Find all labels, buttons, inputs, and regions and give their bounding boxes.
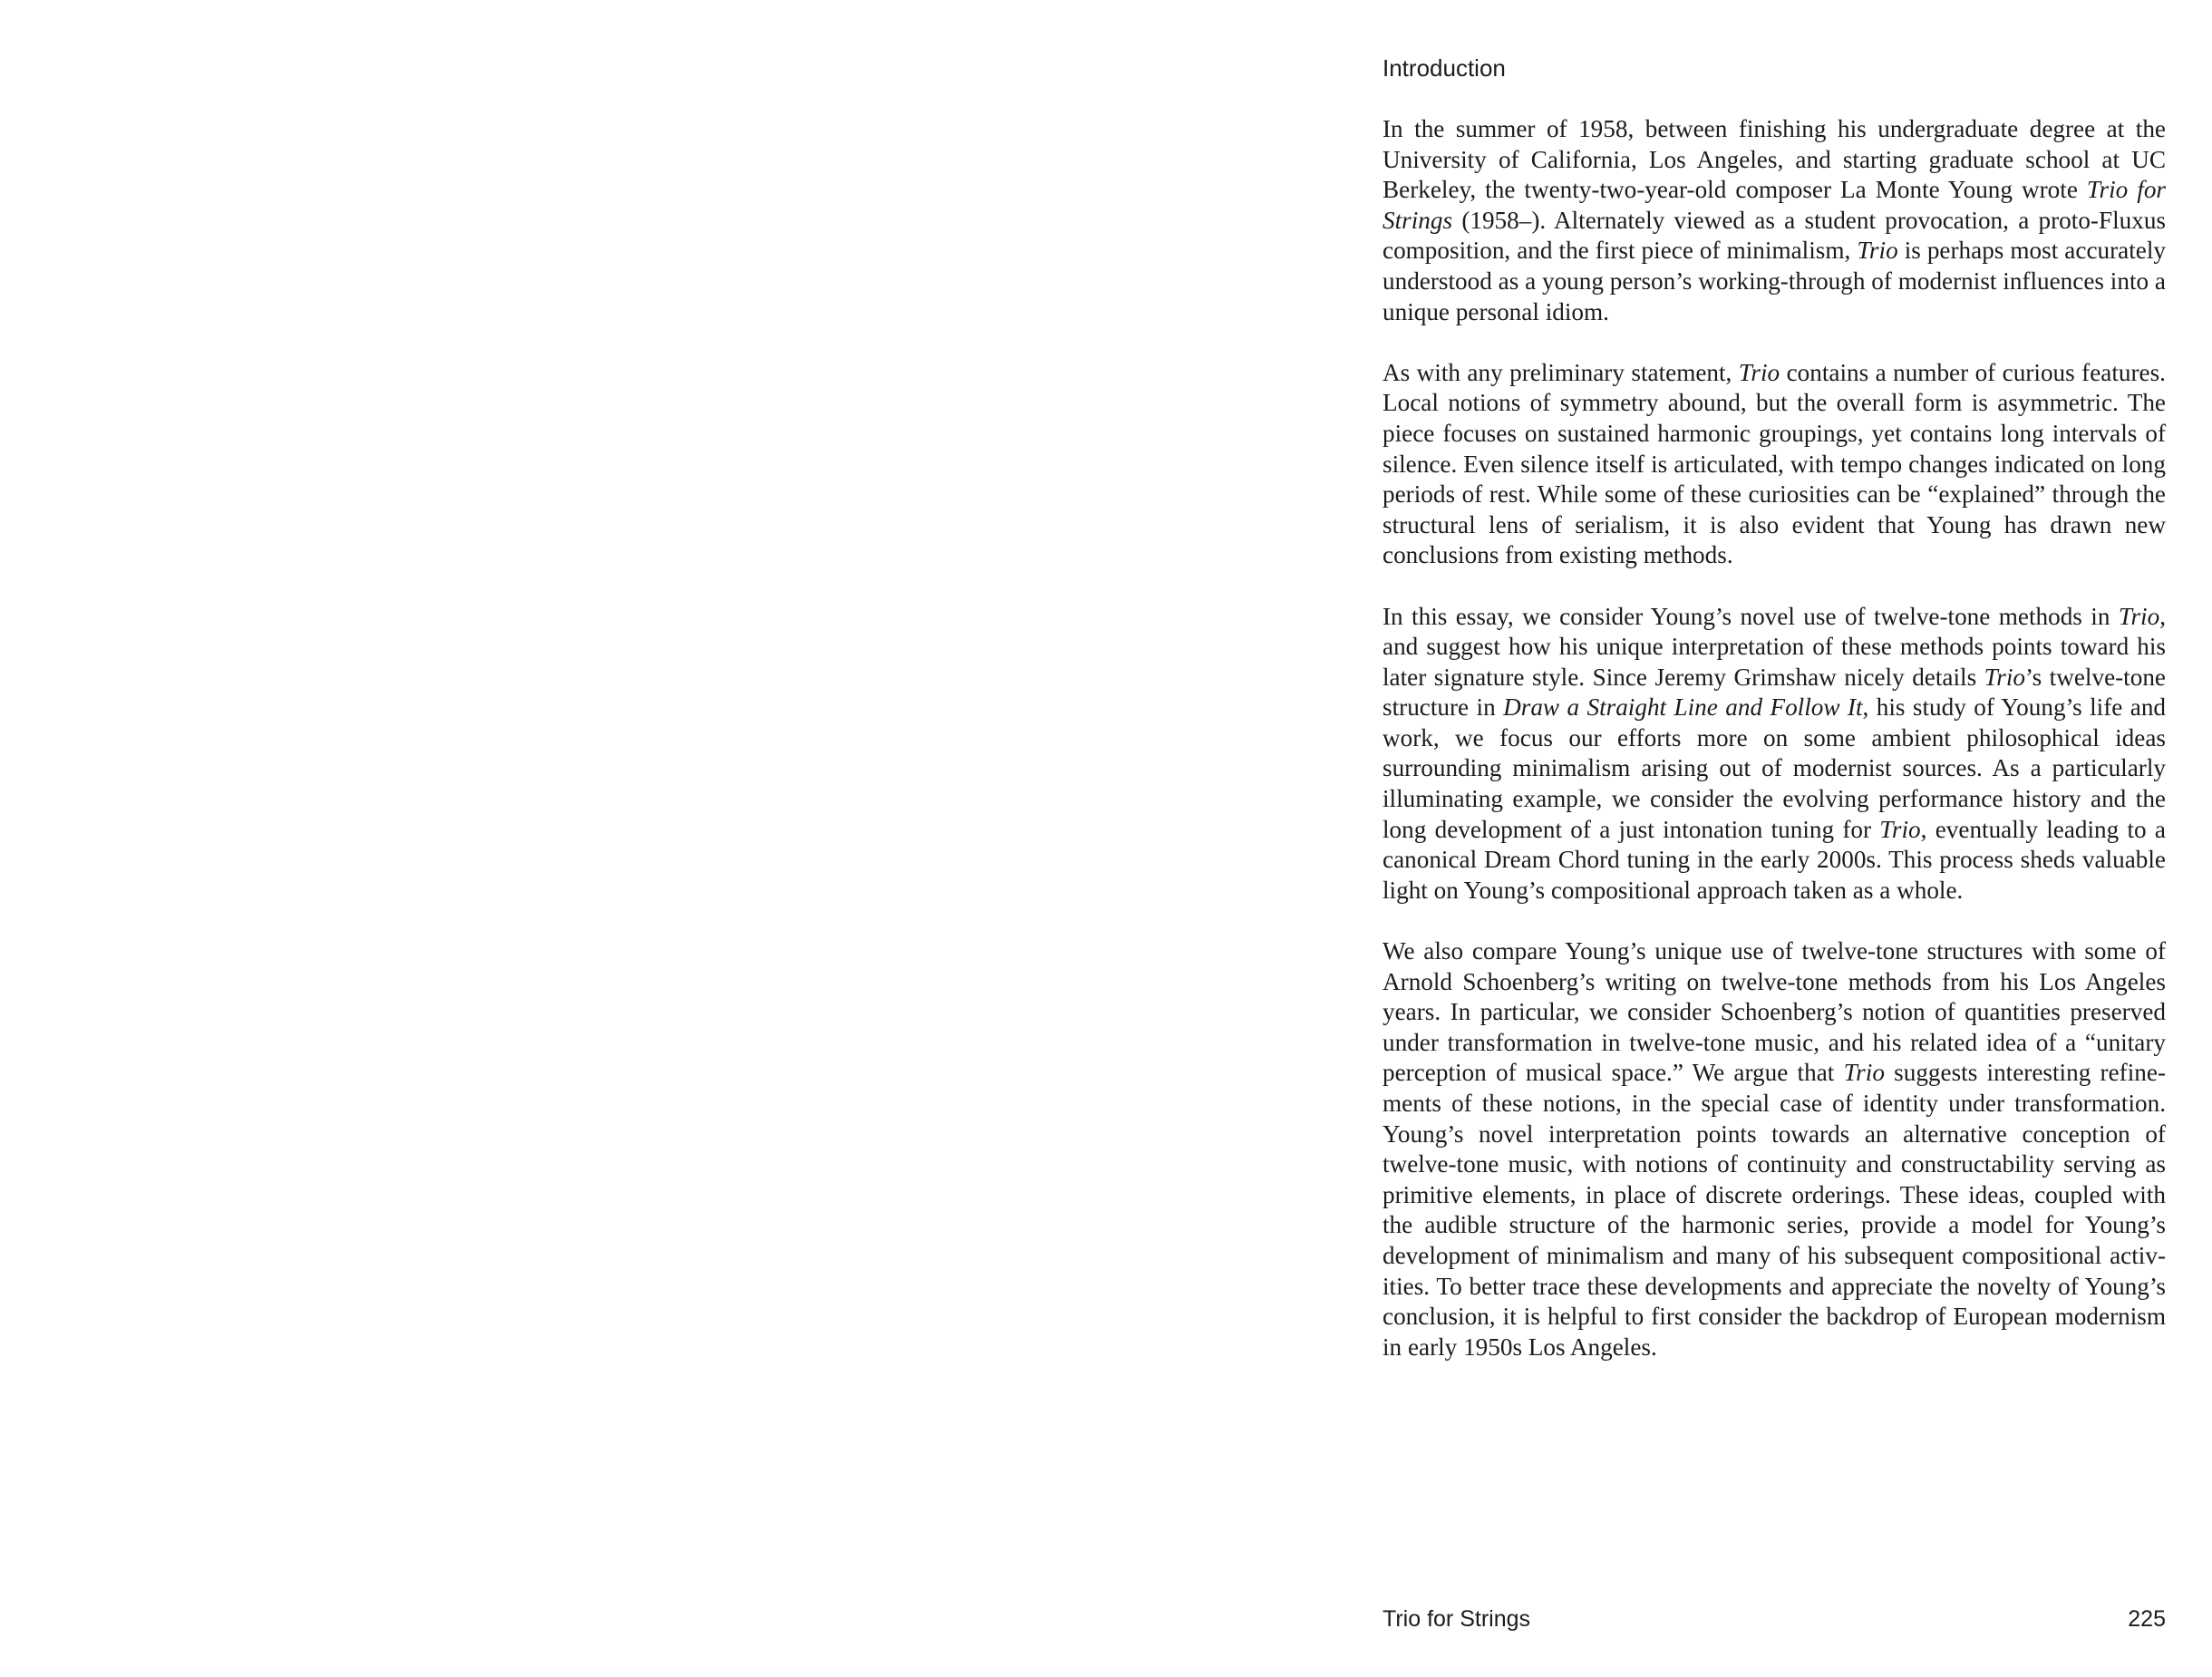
page-number: 225 [2128,1606,2166,1632]
text-run: is perhaps most accurately understood as a young person’s working-through of modernist influences into a unique personal idiom. [1382,237,2166,325]
italic-title: Trio for Strings [1382,176,2166,234]
paragraph [1382,358,2166,571]
italic-title: Trio [1857,237,1898,265]
text-run: contains a number of curious features. Local notions of symmetry abound, but the overall form is asymmetric. The piece focuses on sustained harmonic groupings, yet contains long intervals of silence. Even silence itself is articulated, with tempo changes indicated on long periods of rest. While some of these curiosities can be “explained” through the structural lens of serialism, it is also evident that Young has drawn new conclusions from existing methods. [1382,358,2166,569]
running-footer-title: Trio for Strings [1382,1606,1531,1632]
italic-title: Trio [1879,815,1921,843]
italic-title: Trio [1738,358,1780,386]
italic-title: Trio [1843,1059,1885,1087]
text-run: ’s twelve-tone structure in [1382,663,2166,722]
text-run: suggests interesting refinements of these notions, in the special case of identity under transformation. Young’s novel interpretation points towards an alternative conception of twelve-tone music, with notions of continuity and constructability serving as primitive elements, in place of discrete orderings. These ideas, coupled with the audible structure of the harmonic series, provide a model for Young’s development of minimalism and many of his subsequent compositional activities. To better trace these developments and appreciate the novelty of Young’s conclusion, it is helpful to first consider the backdrop of European modernism in early 1950s Los Angeles. [1382,1059,2166,1361]
text-run: , his study of Young’s life and work, we focus our efforts more on some ambient philosophical ideas surrounding minimalism arising out of modernist sources. As a particularly illuminating example, we consider the evolving performance history and the long development of a just intonation tuning for [1382,693,2167,843]
paragraph [1382,936,2166,1362]
body-text [1382,114,2166,1362]
italic-title: Trio [2118,602,2160,630]
text-run: (1958–). Alternately viewed as a student provocation, a proto-Fluxus composition, and the first piece of minimalism, [1382,206,2166,265]
paragraph [1382,602,2166,906]
italic-title: Trio [1984,663,2026,691]
text-run: As with any preliminary statement, [1382,358,1739,386]
text-run: , eventually leading to a canonical Dream Chord tuning in the early 2000s. This process sheds valuable light on Young’s compositional approach taken as a whole. [1382,815,2166,904]
section-heading: Introduction [1382,54,1506,82]
italic-title: Draw a Straight Line and Follow It [1503,693,1863,722]
text-run: We also compare Young’s unique use of twelve-tone structures with some of Arnold Schoenberg’s writing on twelve-tone methods from his Los Angeles years. In particular, we consider Schoenberg’s notion of quantities preserved under transformation in twelve-tone music, and his related idea of a “unitary perception of musical space.” We argue that [1382,937,2166,1087]
text-run: In the summer of 1958, between finishing his undergraduate degree at the University of California, Los Angeles, and starting graduate school at UC Berkeley, the twenty-two-year-old composer La Monte Young wrote [1382,115,2166,204]
text-run: , and suggest how his unique interpretation of these methods points toward his later signature style. Since Jeremy Grimshaw nicely details [1382,602,2166,691]
right-page [1106,0,2212,1677]
text-run: In this essay, we consider Young’s novel use of twelve-tone methods in [1382,602,2119,630]
paragraph [1382,114,2166,327]
